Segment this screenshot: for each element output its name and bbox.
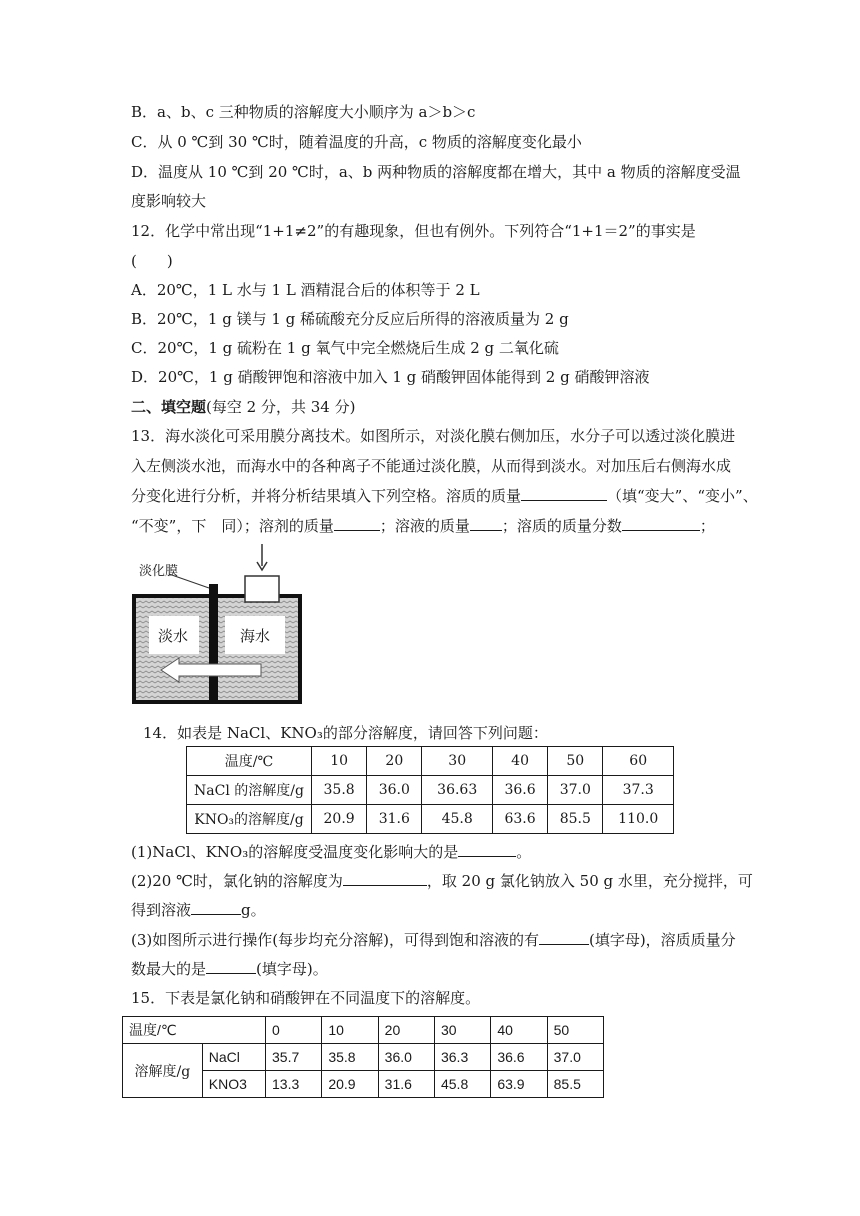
table-group-label: 溶解度/g	[123, 1044, 203, 1098]
table-cell: 36.0	[367, 776, 422, 805]
table-header-cell: 10	[312, 747, 367, 776]
table-cell: 36.3	[434, 1044, 490, 1071]
q14-part2-text: (2)20 ℃时，氯化钠的溶解度为	[131, 872, 343, 890]
q13-line4-text-d: ；	[699, 517, 715, 535]
table-cell: 35.7	[266, 1044, 322, 1071]
q14-stem: 14．如表是 NaCl、KNO₃的部分溶解度，请回答下列问题：	[143, 724, 548, 742]
table-cell: 45.8	[422, 805, 493, 834]
table-header-cell: 温度/℃	[123, 1017, 266, 1044]
section-heading	[131, 396, 355, 418]
table-cell: 20.9	[322, 1071, 378, 1098]
table-row	[187, 776, 674, 805]
answer-blank-solution-mass[interactable]	[470, 515, 502, 531]
q12-option-b: B．20℃，1 g 镁与 1 g 稀硫酸充分反应后所得的溶液质量为 2 g	[131, 310, 569, 328]
down-arrow-icon	[257, 544, 267, 570]
membrane-label: 淡化膜	[139, 564, 179, 579]
q13-line2: 入左侧淡水池，而海水中的各种离子不能通过淡化膜，从而得到淡水。对加压后右侧海水成	[131, 457, 732, 475]
table-header-cell: 40	[491, 1017, 547, 1044]
table-header-cell: 10	[322, 1017, 378, 1044]
piston	[245, 576, 279, 602]
q12-option-d: D．20℃，1 g 硝酸钾饱和溶液中加入 1 g 硝酸钾固体能得到 2 g 硝酸钾溶液	[131, 368, 650, 386]
q11-option-c: C．从 0 ℃到 30 ℃时，随着温度的升高，c 物质的溶解度变化最小	[131, 133, 582, 151]
table-row-label: NaCl 的溶解度/g	[187, 776, 312, 805]
answer-blank-q14-1[interactable]	[458, 841, 516, 857]
q14-part1-text: (1)NaCl、KNO₃的溶解度受温度变化影响大的是	[131, 843, 459, 861]
table-header-cell: 60	[603, 747, 674, 776]
table-row	[187, 747, 674, 776]
table-cell: 36.6	[491, 1044, 547, 1071]
answer-blank-q14-3b[interactable]	[206, 958, 256, 974]
table-cell: 31.6	[367, 805, 422, 834]
answer-blank-q14-3a[interactable]	[539, 929, 589, 945]
table-cell: 45.8	[434, 1071, 490, 1098]
q13-line1: 13．海水淡化可采用膜分离技术。如图所示，对淡化膜右侧加压，水分子可以透过淡化膜进	[131, 427, 736, 445]
q13-line4-text-c: ；溶质的质量分数	[501, 517, 622, 535]
q14-part2-cont	[131, 899, 266, 921]
table-row	[187, 805, 674, 834]
q14-part1-end: 。	[516, 843, 532, 861]
table-cell: 35.8	[322, 1044, 378, 1071]
table-cell: 36.63	[422, 776, 493, 805]
answer-blank-mass-fraction[interactable]	[622, 515, 700, 531]
table-header-cell: 50	[548, 747, 603, 776]
q11-option-b: B．a、b、c 三种物质的溶解度大小顺序为 a＞b＞c	[131, 103, 476, 121]
table-header-cell: 50	[547, 1017, 603, 1044]
table-row-label: NaCl	[202, 1044, 265, 1071]
answer-blank-solute-mass[interactable]	[521, 485, 607, 501]
q12-option-c: C．20℃，1 g 硫粉在 1 g 氧气中完全燃烧后生成 2 g 二氧化硫	[131, 339, 559, 357]
q12-answer-bracket: ( )	[131, 252, 173, 270]
table-row	[123, 1044, 604, 1071]
table-cell: 37.0	[547, 1044, 603, 1071]
table-cell: 85.5	[547, 1071, 603, 1098]
section-note: (每空 2 分，共 34 分)	[206, 398, 356, 416]
q14-part3-text-d: (填字母)。	[256, 960, 328, 978]
q11-option-d-line2: 度影响较大	[131, 192, 207, 210]
table-cell: 36.6	[492, 776, 547, 805]
table-cell: 13.3	[266, 1071, 322, 1098]
q14-part2-text-b: ，取 20 g 氯化钠放入 50 g 水里，充分搅拌，可	[426, 872, 753, 890]
table-cell: 35.8	[312, 776, 367, 805]
table-cell: 37.0	[548, 776, 603, 805]
table-cell: 31.6	[378, 1071, 434, 1098]
answer-blank-q14-2a[interactable]	[343, 870, 427, 886]
table-header-cell: 30	[434, 1017, 490, 1044]
q14-part3	[131, 929, 736, 951]
table-cell: 110.0	[603, 805, 674, 834]
q14-part1	[131, 841, 531, 863]
table-header-cell: 20	[367, 747, 422, 776]
q14-part3-text-c: 数最大的是	[131, 960, 207, 978]
table-cell: 37.3	[603, 776, 674, 805]
q14-part2-unit: g。	[241, 901, 266, 919]
table-header-cell: 30	[422, 747, 493, 776]
table-row-label: KNO3	[202, 1071, 265, 1098]
q14-part2	[131, 870, 753, 892]
q11-option-d-line1: D．温度从 10 ℃到 20 ℃时，a、b 两种物质的溶解度都在增大，其中 a 物质的溶解度受温	[131, 163, 741, 181]
answer-blank-q14-2b[interactable]	[191, 899, 241, 915]
table-row	[123, 1017, 604, 1044]
table-cell: 36.0	[378, 1044, 434, 1071]
table-header-cell: 40	[492, 747, 547, 776]
q14-part3-text-b: (填字母)，溶质质量分	[588, 931, 736, 949]
q13-line4	[131, 515, 715, 537]
membrane	[209, 584, 218, 704]
table-header-cell: 温度/℃	[187, 747, 312, 776]
q13-line3-hint: （填“变大”、“变小”、	[607, 487, 758, 505]
q15-stem: 15．下表是氯化钠和硝酸钾在不同温度下的溶解度。	[131, 989, 481, 1007]
q13-line4-text-b: ；溶液的质量	[379, 517, 470, 535]
q14-part3-cont	[131, 958, 328, 980]
q14-part3-text: (3)如图所示进行操作(每步均充分溶解)，可得到饱和溶液的有	[131, 931, 539, 949]
table-header-cell: 20	[378, 1017, 434, 1044]
q15-solubility-table	[122, 1016, 604, 1098]
sea-water-label: 海水	[240, 627, 271, 645]
table-cell: 85.5	[548, 805, 603, 834]
table-cell: 20.9	[312, 805, 367, 834]
desalination-figure	[131, 540, 303, 706]
section-title: 二、填空题	[131, 398, 207, 416]
q13-line3-text: 分变化进行分析，并将分析结果填入下列空格。溶质的质量	[131, 487, 522, 505]
table-cell: 63.9	[491, 1071, 547, 1098]
table-row-label: KNO₃的溶解度/g	[187, 805, 312, 834]
fresh-water-label: 淡水	[158, 627, 189, 645]
answer-blank-solvent-mass[interactable]	[334, 515, 380, 531]
q12-stem: 12．化学中常出现“1+1≠2”的有趣现象，但也有例外。下列符合“1+1＝2”的事实是	[131, 222, 696, 240]
table-cell: 63.6	[492, 805, 547, 834]
table-header-cell: 0	[266, 1017, 322, 1044]
q13-line3	[131, 485, 758, 507]
q14-part2-text-c: 得到溶液	[131, 901, 192, 919]
q13-line4-text-a: “不变”，下 同）；溶剂的质量	[131, 517, 334, 535]
q14-solubility-table	[186, 746, 674, 834]
q12-option-a: A．20℃，1 L 水与 1 L 酒精混合后的体积等于 2 L	[131, 281, 480, 299]
